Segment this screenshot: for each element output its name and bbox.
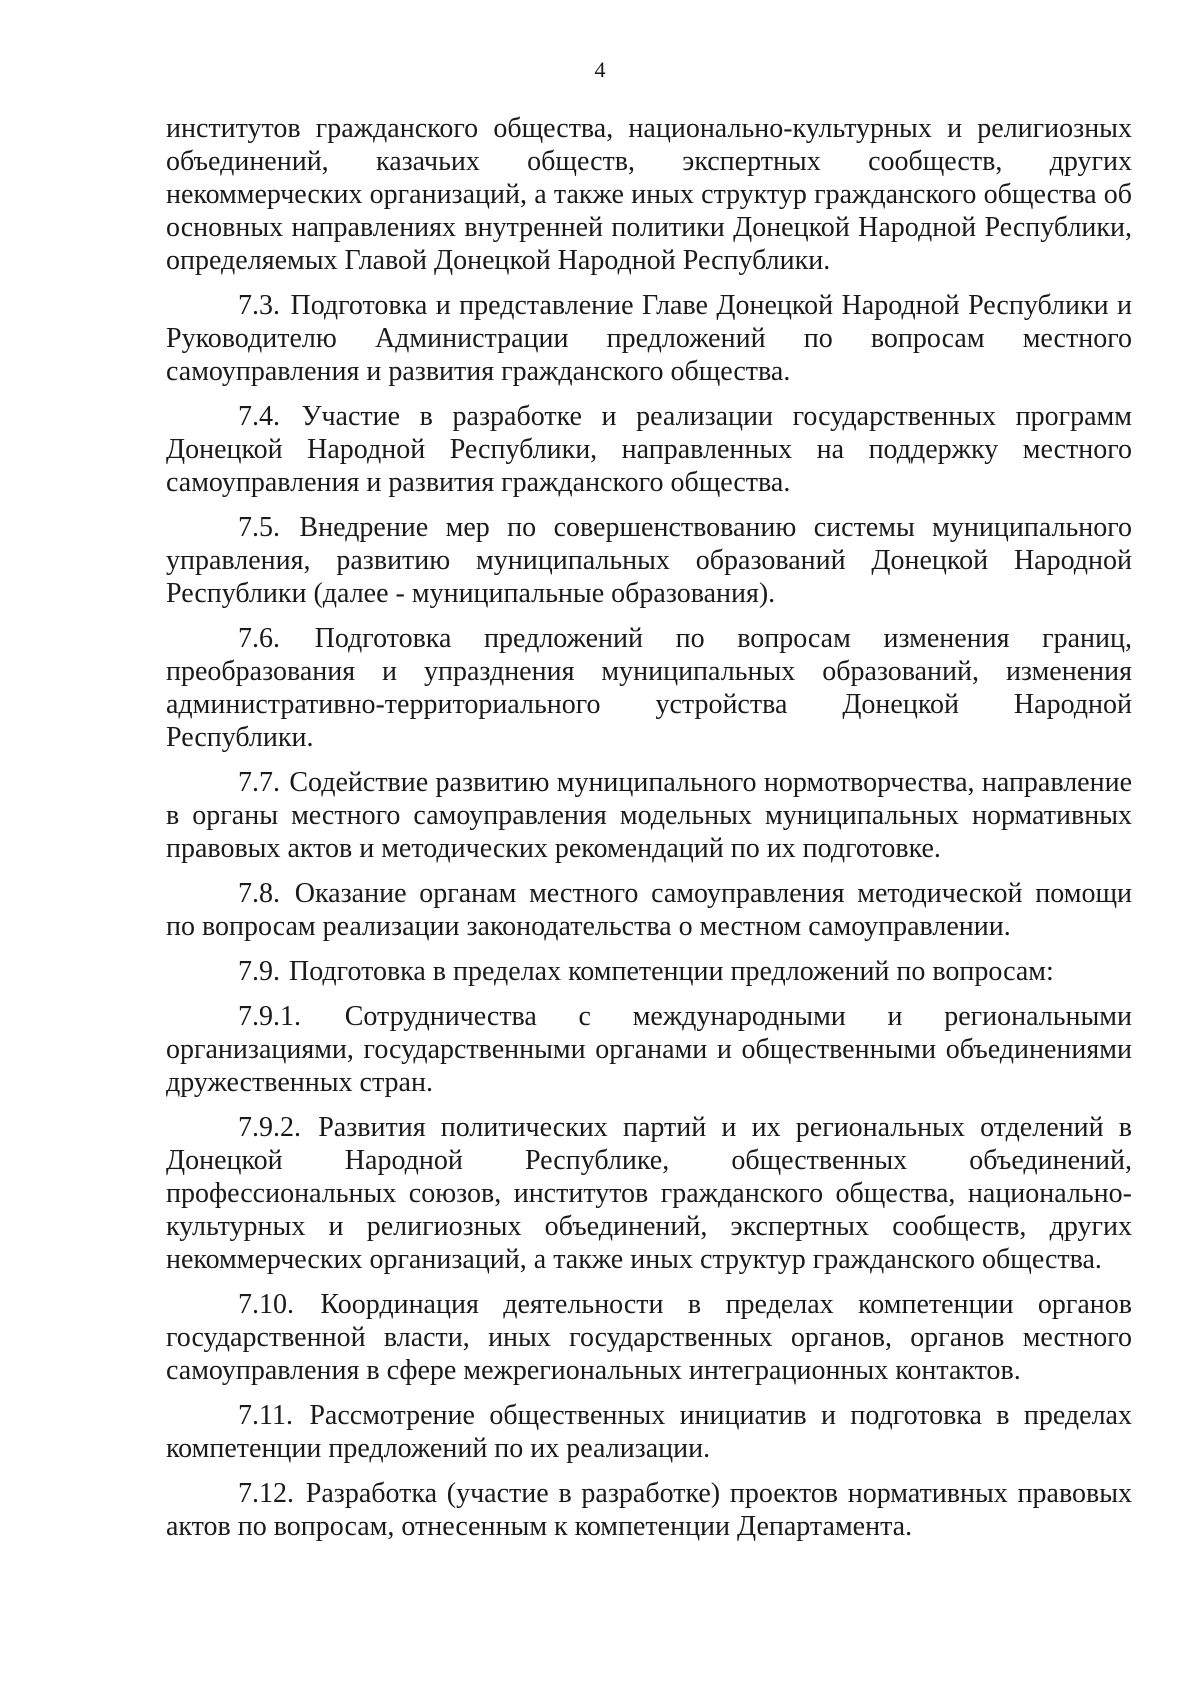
paragraph-7-12 bbox=[166, 1477, 1132, 1543]
paragraph-7-7 bbox=[166, 766, 1132, 865]
paragraph-7-9 bbox=[166, 955, 1132, 988]
paragraph-number: 7.9.1. bbox=[238, 1001, 301, 1032]
paragraph-number: 7.3. bbox=[238, 290, 280, 321]
paragraph-text: Рассмотрение общественных инициатив и подготовка в пределах компетенции предложений по их реализации. bbox=[166, 1400, 1132, 1464]
paragraph-continuation bbox=[166, 112, 1132, 277]
paragraph-number: 7.4. bbox=[238, 401, 280, 432]
paragraph-text: Подготовка в пределах компетенции предложений по вопросам: bbox=[289, 956, 1054, 987]
paragraph-text: Сотрудничества с международными и региональными организациями, государственными органами и общественными объединениями дружественных стран. bbox=[166, 1001, 1132, 1098]
paragraph-text: Подготовка и представление Главе Донецкой Народной Республики и Руководителю Администрации предложений по вопросам местного самоуправления и развития гражданского общества. bbox=[166, 290, 1132, 387]
page-number: 4 bbox=[594, 57, 606, 82]
paragraph-number: 7.7. bbox=[238, 767, 280, 798]
paragraph-number: 7.8. bbox=[238, 878, 280, 909]
paragraph-text: Содействие развитию муниципального нормотворчества, направление в органы местного самоуправления модельных муниципальных нормативных правовых актов и методических рекомендаций по их подготовке. bbox=[166, 767, 1133, 864]
paragraph-7-5 bbox=[166, 511, 1132, 610]
paragraph-number: 7.6. bbox=[238, 623, 280, 654]
paragraph-7-8 bbox=[166, 877, 1132, 943]
paragraph-number: 7.9. bbox=[238, 956, 280, 987]
paragraph-text: Координация деятельности в пределах компетенции органов государственной власти, иных государственных органов, органов местного самоуправления в сфере межрегиональных интеграционных контактов. bbox=[166, 1289, 1133, 1386]
paragraph-text: институтов гражданского общества, национально-культурных и религиозных объединений, казачьих обществ, экспертных сообществ, других некоммерческих организаций, а также иных структур гражданского общества об основных направлениях внутренней политики Донецкой Народной Республики, определяемых Главой Донецкой Народной Республики. bbox=[166, 113, 1132, 276]
paragraph-7-9-1 bbox=[166, 1000, 1132, 1099]
paragraph-7-4 bbox=[166, 400, 1132, 499]
paragraph-text: Разработка (участие в разработке) проектов нормативных правовых актов по вопросам, отнесенным к компетенции Департамента. bbox=[166, 1478, 1133, 1542]
paragraph-number: 7.9.2. bbox=[238, 1112, 301, 1143]
paragraph-7-9-2 bbox=[166, 1111, 1132, 1276]
document-body bbox=[166, 112, 1132, 1543]
paragraph-text: Внедрение мер по совершенствованию системы муниципального управления, развитию муниципальных образований Донецкой Народной Республики (далее - муниципальные образования). bbox=[166, 512, 1133, 609]
paragraph-text: Оказание органам местного самоуправления методической помощи по вопросам реализации законодательства о местном самоуправлении. bbox=[166, 878, 1132, 942]
paragraph-7-3 bbox=[166, 289, 1132, 388]
paragraph-7-6 bbox=[166, 622, 1132, 754]
paragraph-number: 7.12. bbox=[238, 1478, 294, 1509]
paragraph-number: 7.10. bbox=[238, 1289, 294, 1320]
paragraph-text: Участие в разработке и реализации государственных программ Донецкой Народной Республики, направленных на поддержку местного самоуправления и развития гражданского общества. bbox=[166, 401, 1132, 498]
paragraph-text: Подготовка предложений по вопросам изменения границ, преобразования и упразднения муниципальных образований, изменения административно-территориального устройства Донецкой Народной Республики. bbox=[166, 623, 1133, 753]
paragraph-number: 7.11. bbox=[238, 1400, 293, 1431]
paragraph-text: Развития политических партий и их региональных отделений в Донецкой Народной Республике, общественных объединений, профессиональных союзов, институтов гражданского общества, национально-культурных и религиозных объединений, экспертных сообществ, других некоммерческих организаций, а также иных структур гражданского общества. bbox=[166, 1112, 1133, 1275]
paragraph-number: 7.5. bbox=[238, 512, 280, 543]
paragraph-7-11 bbox=[166, 1399, 1132, 1465]
paragraph-7-10 bbox=[166, 1288, 1132, 1387]
